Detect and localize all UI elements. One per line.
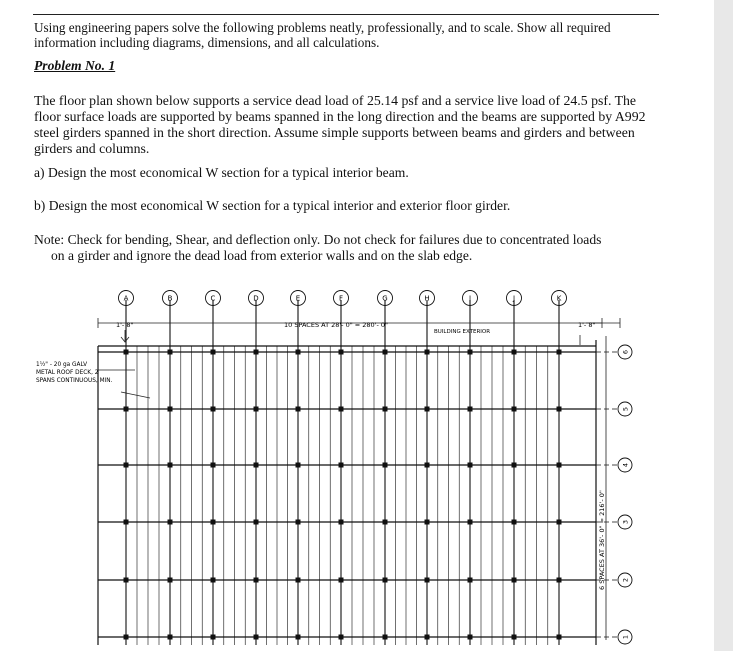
column-mark	[168, 463, 173, 468]
column-mark	[124, 463, 129, 468]
column-mark	[296, 350, 301, 355]
column-mark	[124, 407, 129, 412]
column-grid-bubbles	[119, 291, 567, 306]
column-bubble-label-B: B	[167, 294, 173, 303]
column-mark	[512, 463, 517, 468]
column-mark	[468, 635, 473, 640]
column-mark	[296, 463, 301, 468]
column-mark	[468, 407, 473, 412]
row-bubble-label-5: 5	[621, 406, 630, 412]
column-mark	[512, 407, 517, 412]
column-mark	[211, 350, 216, 355]
problem-heading: Problem No. 1	[34, 58, 116, 73]
column-mark	[211, 578, 216, 583]
row-bubble-label-1: 1	[621, 634, 630, 640]
column-mark	[168, 635, 173, 640]
column-mark	[254, 635, 259, 640]
column-mark	[425, 578, 430, 583]
column-mark	[468, 350, 473, 355]
column-mark	[339, 407, 344, 412]
column-mark	[383, 407, 388, 412]
column-mark	[425, 463, 430, 468]
column-mark	[512, 635, 517, 640]
column-bubble-label-A: A	[123, 294, 129, 303]
left-overhang-label: 1'- 8"	[116, 321, 134, 329]
column-mark	[339, 350, 344, 355]
right-overhang-label: 1'- 8"	[578, 321, 596, 329]
row-bubble-label-3: 3	[621, 519, 630, 525]
column-mark	[512, 520, 517, 525]
column-mark	[557, 635, 562, 640]
column-mark	[557, 520, 562, 525]
deck-note-line-1: 1½" - 20 ga GALV	[36, 362, 88, 368]
column-mark	[254, 350, 259, 355]
column-mark	[211, 520, 216, 525]
column-mark	[383, 463, 388, 468]
framing-lines	[98, 300, 618, 645]
row-bubble-label-2: 2	[621, 577, 630, 583]
deck-note-line-3: SPANS CONTINUOUS, MIN.	[36, 378, 113, 384]
column-mark	[254, 463, 259, 468]
column-mark	[468, 578, 473, 583]
column-mark	[168, 350, 173, 355]
column-mark	[168, 407, 173, 412]
column-mark	[296, 635, 301, 640]
column-mark	[425, 635, 430, 640]
column-bubble-label-E: E	[295, 294, 301, 303]
dimension-lines	[98, 318, 620, 640]
row-bubble-label-4: 4	[621, 462, 630, 468]
column-mark	[254, 520, 259, 525]
note-line-2: on a girder and ignore the dead load from exterior walls and on the slab edge.	[51, 248, 473, 263]
row-grid-bubbles	[618, 345, 632, 644]
column-mark	[468, 463, 473, 468]
column-mark	[468, 520, 473, 525]
column-mark	[254, 578, 259, 583]
column-mark	[211, 407, 216, 412]
column-mark	[168, 520, 173, 525]
column-mark	[557, 578, 562, 583]
column-mark	[512, 578, 517, 583]
scrollbar-track[interactable]	[714, 0, 733, 651]
question-a: a) Design the most economical W section for a typical interior beam.	[34, 165, 409, 180]
deck-note-line-2: METAL ROOF DECK, 2	[36, 370, 99, 376]
column-mark	[211, 463, 216, 468]
column-mark	[124, 578, 129, 583]
column-bubble-label-I: I	[468, 294, 472, 303]
column-bubble-label-F: F	[338, 294, 344, 303]
column-mark	[557, 350, 562, 355]
instructions-text: Using engineering papers solve the following problems neatly, professionally, and to scale. Show all required information including diagrams, dimensions, and all calculations.	[34, 20, 611, 50]
column-bubble-label-C: C	[210, 294, 216, 303]
row-bubble-label-6: 6	[621, 349, 630, 355]
column-mark	[339, 635, 344, 640]
column-mark	[296, 578, 301, 583]
column-mark	[339, 578, 344, 583]
column-mark	[168, 578, 173, 583]
column-bubble-label-K: K	[556, 294, 562, 303]
column-bubble-label-H: H	[424, 294, 430, 303]
column-mark	[512, 350, 517, 355]
problem-statement: The floor plan shown below supports a service dead load of 25.14 psf and a service live load of 24.5 psf. The floor surface loads are supported by beams spanned in the long direction and the beams are supported by A992 steel girders spanned in the short direction. Assume simple supports between beams and girders and between girders and columns.	[34, 93, 646, 156]
column-mark	[124, 635, 129, 640]
side-dimension-label: 6 SPACES AT 36'- 0" = 216'- 0"	[598, 490, 606, 590]
column-mark	[296, 520, 301, 525]
note-line-1: Note: Check for bending, Shear, and deflection only. Do not check for failures due to concentrated loads	[34, 232, 602, 247]
column-mark	[383, 520, 388, 525]
column-bubble-label-J: J	[512, 294, 516, 303]
column-bubble-label-D: D	[253, 294, 259, 303]
column-mark	[124, 350, 129, 355]
top-dimension-label: 10 SPACES AT 28'- 0" = 280'- 0"	[284, 321, 389, 329]
column-mark	[557, 407, 562, 412]
column-bubble-label-G: G	[382, 294, 388, 303]
column-mark	[124, 520, 129, 525]
column-mark	[339, 520, 344, 525]
floor-plan-drawing	[0, 276, 714, 651]
column-mark	[211, 635, 216, 640]
note-text	[34, 232, 654, 264]
column-mark	[383, 578, 388, 583]
column-mark	[425, 350, 430, 355]
column-mark	[383, 635, 388, 640]
column-mark	[425, 407, 430, 412]
question-b: b) Design the most economical W section for a typical interior and exterior floor girder.	[34, 198, 511, 213]
top-rule	[33, 14, 659, 15]
column-mark	[425, 520, 430, 525]
column-mark	[339, 463, 344, 468]
column-mark	[254, 407, 259, 412]
building-exterior-label: BUILDING EXTERIOR	[434, 329, 491, 335]
column-mark	[383, 350, 388, 355]
column-mark	[296, 407, 301, 412]
column-mark	[557, 463, 562, 468]
